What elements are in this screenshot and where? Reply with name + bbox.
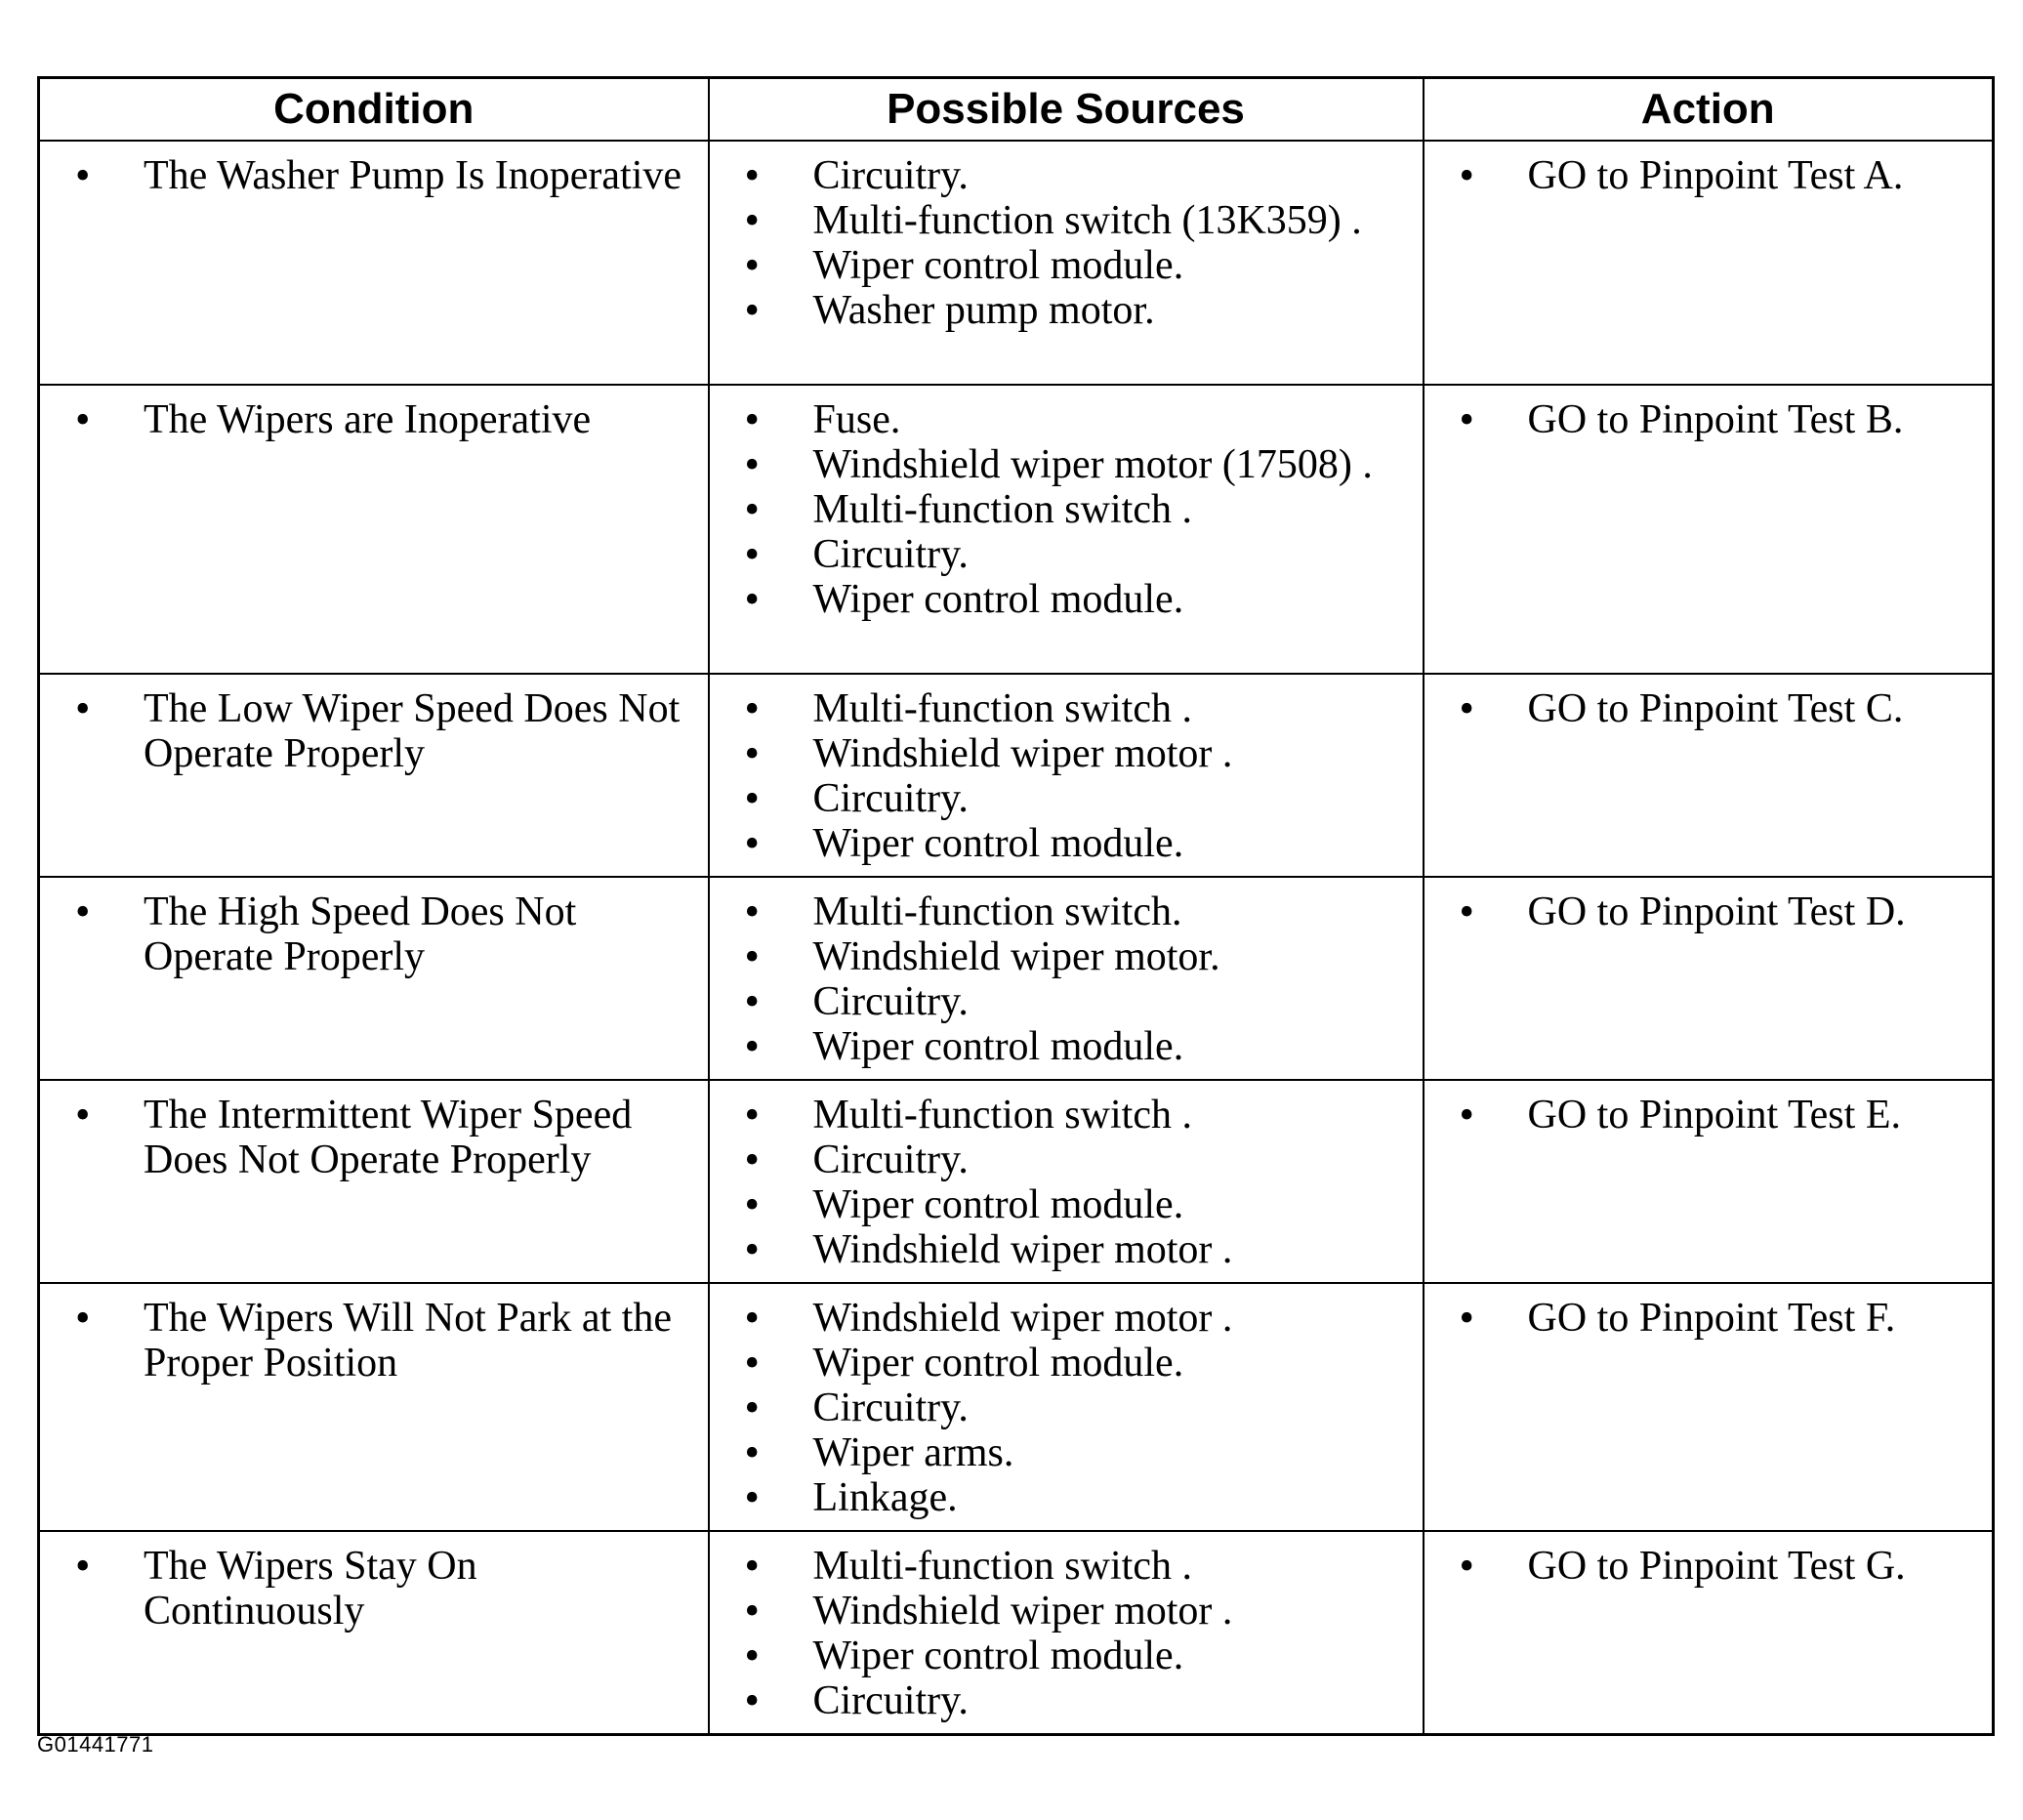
table-row: [39, 674, 1994, 877]
bullet-list: [62, 1296, 698, 1386]
source-item: • Wiper control module.: [731, 1341, 1413, 1386]
action-cell: [1424, 1080, 1994, 1283]
source-item: • Wiper control module.: [731, 577, 1413, 622]
source-item: • Circuitry.: [731, 1138, 1413, 1182]
bullet-list: [731, 686, 1413, 866]
bullet-list: [731, 397, 1413, 622]
source-item: • Multi-function switch .: [731, 487, 1413, 532]
action-cell: [1424, 385, 1994, 674]
condition-cell: [39, 674, 709, 877]
action-item: • GO to Pinpoint Test A.: [1446, 153, 1983, 198]
table-row: [39, 1531, 1994, 1735]
source-item: • Windshield wiper motor .: [731, 1296, 1413, 1341]
bullet-list: [62, 153, 698, 198]
condition-cell: [39, 877, 709, 1080]
source-item: • Windshield wiper motor .: [731, 1589, 1413, 1634]
source-item: • Wiper arms.: [731, 1430, 1413, 1475]
source-item: • Circuitry.: [731, 979, 1413, 1024]
source-item: • Wiper control module.: [731, 821, 1413, 866]
source-item: • Multi-function switch (13K359) .: [731, 198, 1413, 243]
action-cell: [1424, 141, 1994, 385]
source-item: • Circuitry.: [731, 153, 1413, 198]
source-item: • Washer pump motor.: [731, 288, 1413, 333]
source-item: • Circuitry.: [731, 1386, 1413, 1430]
bullet-list: [62, 1544, 698, 1634]
condition-cell: [39, 1531, 709, 1735]
source-item: • Windshield wiper motor .: [731, 731, 1413, 776]
source-item: • Fuse.: [731, 397, 1413, 442]
header-row: [39, 78, 1994, 142]
action-cell: [1424, 877, 1994, 1080]
condition-cell: [39, 141, 709, 385]
condition-item: • The Washer Pump Is Inoperative: [62, 153, 698, 198]
possible-sources-cell: [709, 1283, 1424, 1531]
possible-sources-cell: [709, 1080, 1424, 1283]
bullet-list: [731, 889, 1413, 1069]
condition-item: • The High Speed Does Not Operate Properly: [62, 889, 698, 979]
possible-sources-cell: [709, 877, 1424, 1080]
possible-sources-cell: [709, 141, 1424, 385]
condition-item: • The Intermittent Wiper Speed Does Not Operate Properly: [62, 1093, 698, 1182]
action-cell: [1424, 1531, 1994, 1735]
source-item: • Wiper control module.: [731, 1634, 1413, 1678]
possible-sources-cell: [709, 385, 1424, 674]
source-item: • Multi-function switch .: [731, 1093, 1413, 1138]
bullet-list: [1446, 153, 1983, 198]
table-row: [39, 385, 1994, 674]
condition-item: • The Low Wiper Speed Does Not Operate Properly: [62, 686, 698, 776]
table-row: [39, 1080, 1994, 1283]
bullet-list: [62, 889, 698, 979]
action-item: • GO to Pinpoint Test E.: [1446, 1093, 1983, 1138]
table-row: [39, 141, 1994, 385]
source-item: • Windshield wiper motor (17508) .: [731, 442, 1413, 487]
bullet-list: [62, 1093, 698, 1182]
bullet-list: [1446, 1093, 1983, 1138]
condition-item: • The Wipers Stay On Continuously: [62, 1544, 698, 1634]
possible-sources-cell: [709, 1531, 1424, 1735]
action-cell: [1424, 1283, 1994, 1531]
source-item: • Multi-function switch .: [731, 686, 1413, 731]
condition-item: • The Wipers Will Not Park at the Proper Position: [62, 1296, 698, 1386]
bullet-list: [731, 1093, 1413, 1272]
source-item: • Windshield wiper motor .: [731, 1227, 1413, 1272]
table-row: [39, 1283, 1994, 1531]
bullet-list: [1446, 1296, 1983, 1341]
source-item: • Multi-function switch.: [731, 889, 1413, 934]
header-action: Action: [1424, 78, 1994, 142]
action-item: • GO to Pinpoint Test C.: [1446, 686, 1983, 731]
source-item: • Windshield wiper motor.: [731, 934, 1413, 979]
condition-cell: [39, 385, 709, 674]
bullet-list: [731, 153, 1413, 333]
bullet-list: [1446, 1544, 1983, 1589]
bullet-list: [1446, 889, 1983, 934]
bullet-list: [62, 397, 698, 442]
bullet-list: [1446, 397, 1983, 442]
bullet-list: [731, 1544, 1413, 1723]
action-item: • GO to Pinpoint Test D.: [1446, 889, 1983, 934]
source-item: • Wiper control module.: [731, 1024, 1413, 1069]
bullet-list: [62, 686, 698, 776]
figure-id: G01441771: [37, 1732, 154, 1757]
table-row: [39, 877, 1994, 1080]
action-item: • GO to Pinpoint Test G.: [1446, 1544, 1983, 1589]
source-item: • Circuitry.: [731, 776, 1413, 821]
action-item: • GO to Pinpoint Test B.: [1446, 397, 1983, 442]
source-item: • Wiper control module.: [731, 243, 1413, 288]
source-item: • Circuitry.: [731, 532, 1413, 577]
source-item: • Wiper control module.: [731, 1182, 1413, 1227]
action-item: • GO to Pinpoint Test F.: [1446, 1296, 1983, 1341]
source-item: • Multi-function switch .: [731, 1544, 1413, 1589]
header-possible-sources: Possible Sources: [709, 78, 1424, 142]
condition-item: • The Wipers are Inoperative: [62, 397, 698, 442]
condition-cell: [39, 1283, 709, 1531]
source-item: • Linkage.: [731, 1475, 1413, 1520]
action-cell: [1424, 674, 1994, 877]
possible-sources-cell: [709, 674, 1424, 877]
symptom-chart-table: [37, 76, 1995, 1736]
source-item: • Circuitry.: [731, 1678, 1413, 1723]
table-body: [39, 141, 1994, 1735]
bullet-list: [1446, 686, 1983, 731]
condition-cell: [39, 1080, 709, 1283]
bullet-list: [731, 1296, 1413, 1520]
header-condition: Condition: [39, 78, 709, 142]
